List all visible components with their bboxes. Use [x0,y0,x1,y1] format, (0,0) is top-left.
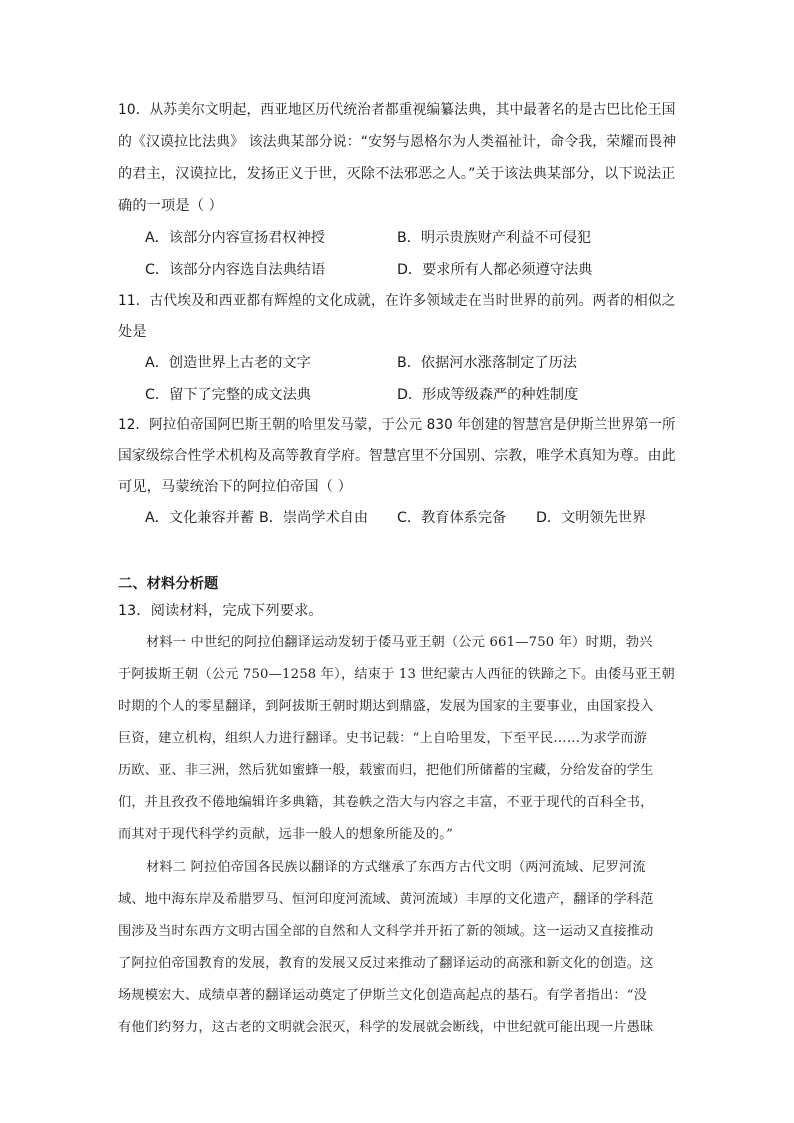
q12-option-d[interactable]: D．文明领先世界 [536,510,647,526]
q10-line-1: 10．从苏美尔文明起，西亚地区历代统治者都重视编纂法典，其中最著名的是古巴比伦王国 [118,102,676,118]
q10-line-4: 确的一项是（ ） [118,198,224,214]
material1-line-4: 巨资，建立机构，组织人力进行翻译。史书记载：“上自哈里发，下至平民……为求学而游 [118,731,648,746]
q11-line-1: 11．古代埃及和西亚都有辉煌的文化成就，在许多领域走在当时世界的前列。两者的相似之 [118,293,676,309]
material2-line-6: 有他们约努力，这古老的文明就会泯灭，科学的发展就会断线，中世纪就可能出现一片愚昧 [118,1020,654,1035]
material2-line-2: 域、地中海东岸及希腊罗马、恒河印度河流域、黄河流域）丰厚的文化遗产，翻译的学科范 [118,892,654,907]
q12-option-c[interactable]: C．教育体系完备 [397,510,507,526]
material1-line-6: 们，并且孜孜不倦地编辑许多典籍，其卷帙之浩大与内容之丰富，不亚于现代的百科全书， [118,795,654,810]
q10-option-c[interactable]: C．该部分内容选自法典结语 [145,262,326,278]
q11-option-d[interactable]: D．形成等级森严的种姓制度 [397,387,579,403]
material1-line-2: 于阿拔斯王朝（公元 750—1258 年），结束于 13 世纪蒙古人西征的铁蹄之下。由倭马亚王朝 [118,667,675,682]
material2-line-3: 围涉及当时东西方文明古国全部的自然和人文科学并开拓了新的领域。这一运动又直接推动 [118,924,654,939]
material2-line-1: 材料二 阿拉伯帝国各民族以翻译的方式继承了东西方古代文明（两河流域、尼罗河流 [146,860,646,875]
material2-line-4: 了阿拉伯帝国教育的发展，教育的发展又反过来推动了翻译运动的高涨和新文化的创造。这 [118,956,654,971]
q12-option-b[interactable]: B．崇尚学术自由 [259,510,369,526]
q10-option-b[interactable]: B．明示贵族财产利益不可侵犯 [397,230,592,246]
q11-line-2: 处是 [118,324,147,340]
q12-line-3: 可见，马蒙统治下的阿拉伯帝国（ ） [118,479,353,495]
section-title: 二、材料分析题 [118,576,219,592]
q11-option-a[interactable]: A．创造世界上古老的文字 [145,355,311,371]
q10-option-d[interactable]: D．要求所有人都必须遵守法典 [397,262,593,278]
material1-line-3: 时期的个人的零星翻译，到阿拔斯王朝时期达到鼎盛，发展为国家的主要事业，由国家投入 [118,699,654,714]
q10-option-a[interactable]: A．该部分内容宣扬君权神授 [145,230,325,246]
q12-line-1: 12．阿拉伯帝国阿巴斯王朝的哈里发马蒙，于公元 830 年创建的智慧宫是伊斯兰世界第一所 [118,417,676,433]
q10-line-3: 的君主，汉谟拉比，发扬正义于世，灭除不法邪恶之人。”关于该法典某部分，以下说法正 [118,166,676,182]
q10-line-2: 的《汉谟拉比法典》 该法典某部分说：“安努与恩格尔为人类福祉计，命令我，荣耀而畏神 [118,134,677,150]
q12-line-2: 国家级综合性学术机构及高等教育学府。智慧宫里不分国别、宗教，唯学术真知为尊。由此 [118,448,676,464]
material1-line-1: 材料一 中世纪的阿拉伯翻译运动发轫于倭马亚王朝（公元 661—750 年）时期，勃兴 [146,635,653,650]
material1-line-7: 而其对于现代科学约贡献，远非一般人的想象所能及的。” [118,827,454,842]
q13-intro: 13．阅读材料，完成下列要求。 [118,603,323,619]
q11-option-c[interactable]: C．留下了完整的成文法典 [145,387,311,403]
q12-option-a[interactable]: A．文化兼容并蓄 [145,510,255,526]
q11-option-b[interactable]: B．依据河水涨落制定了历法 [397,355,577,371]
material1-line-5: 历欧、亚、非三洲，然后犹如蜜蜂一般，载蜜而归，把他们所储蓄的宝藏，分给发奋的学生 [118,763,654,778]
material2-line-5: 场规模宏大、成绩卓著的翻译运动奠定了伊斯兰文化创造高起点的基石。有学者指出：“没 [118,988,648,1003]
